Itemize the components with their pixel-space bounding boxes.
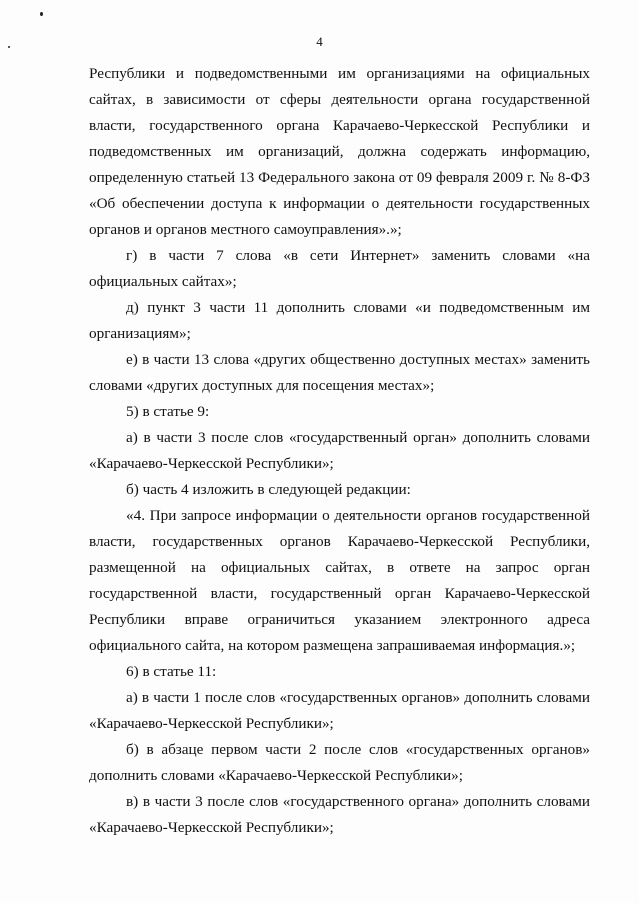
paragraph: б) часть 4 изложить в следующей редакции: (126, 481, 411, 498)
paragraph: 5) в статье 9: (126, 403, 210, 420)
paragraph: б) в абзаце первом части 2 после слов «государственных органов» дополнить словами «Карачаево-Черкесской Республики»; (89, 741, 590, 784)
document-body (89, 61, 590, 841)
paragraph: д) пункт 3 части 11 дополнить словами «и подведомственным им организациям»; (89, 299, 590, 342)
paragraph: в) в части 3 после слов «государственного органа» дополнить словами «Карачаево-Черкесской Республики»; (89, 793, 590, 836)
paragraph: а) в части 1 после слов «государственных органов» дополнить словами «Карачаево-Черкесской Республики»; (89, 689, 590, 732)
paragraph: е) в части 13 слова «других общественно доступных местах» заменить словами «других доступных для посещения местах»; (89, 351, 590, 394)
page-number: 4 (316, 34, 323, 49)
scan-speck (40, 12, 43, 16)
paragraph: «4. При запросе информации о деятельности органов государственной власти, государственных органов Карачаево-Черкесской Республики, размещенной на официальных сайтах, в ответе на запрос орган государственной власти, государственный орган Карачаево-Черкесской Республики вправе ограничиться указанием электронного адреса официального сайта, на котором размещена запрашиваемая информация.»; (89, 507, 590, 654)
paragraph: 6) в статье 11: (126, 663, 217, 680)
paragraph: г) в части 7 слова «в сети Интернет» заменить словами «на официальных сайтах»; (89, 247, 590, 290)
paragraph: а) в части 3 после слов «государственный орган» дополнить словами «Карачаево-Черкесской Республики»; (89, 429, 590, 472)
paragraph: Республики и подведомственными им организациями на официальных сайтах, в зависимости от сферы деятельности органа государственной власти, государственного органа Карачаево-Черкесской Республики и подведомственных им организаций, должна содержать информацию, определенную статьей 13 Федерального закона от 09 февраля 2009 г. № 8-ФЗ «Об обеспечении доступа к информации о деятельности государственных органов и органов местного самоуправления».»; (89, 65, 590, 238)
